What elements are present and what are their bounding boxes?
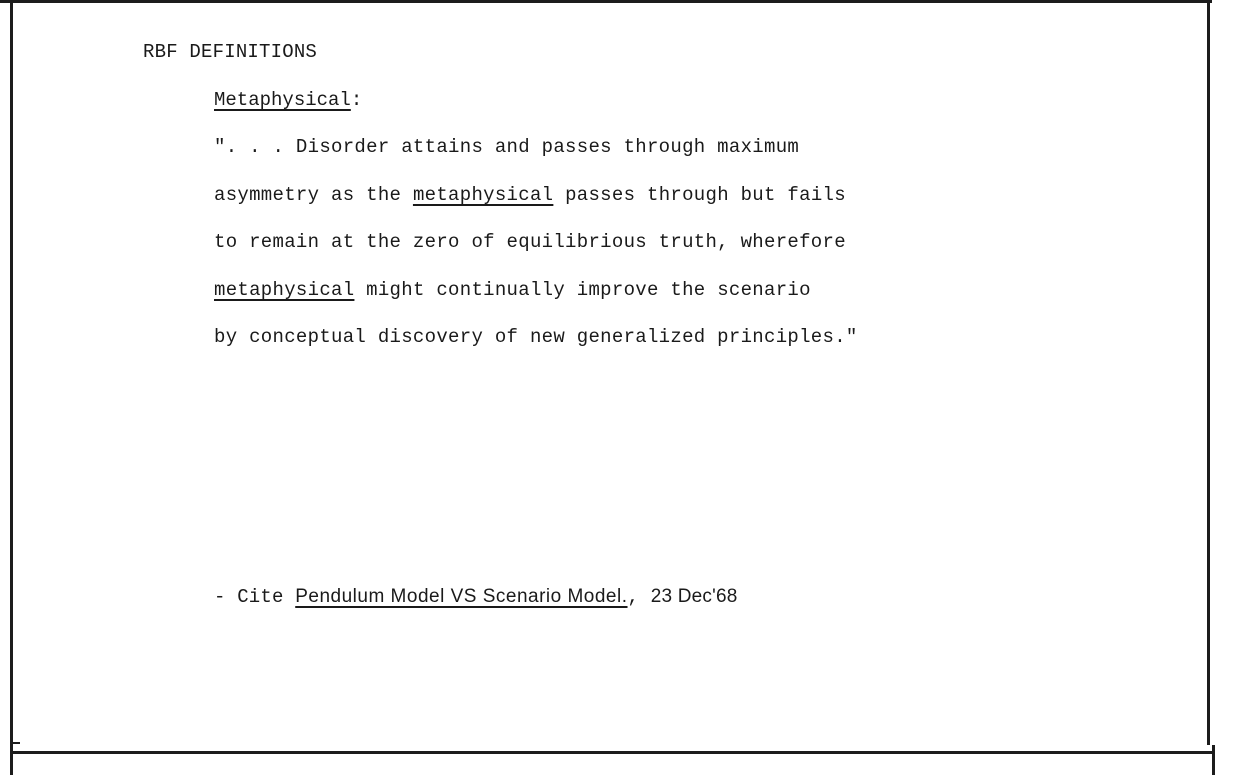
- quote-line-3: to remain at the zero of equilibrious truth, wherefore: [214, 231, 846, 253]
- quote-line-4-end: might continually improve the scenario: [354, 279, 811, 301]
- definition-term-colon: :: [350, 89, 363, 111]
- card-border-top: [0, 0, 1212, 3]
- citation-date: 23 Dec'68: [650, 586, 738, 607]
- quote-line-2: [214, 184, 846, 206]
- quote-line-2-end: passes through but fails: [553, 184, 846, 206]
- card-border-left: [10, 0, 13, 775]
- document-title: RBF DEFINITIONS: [143, 41, 318, 63]
- card-border-right: [1207, 0, 1210, 745]
- quote-line-5: by conceptual discovery of new generalized principles.": [214, 326, 858, 348]
- quote-line-4-underlined-word: metaphysical: [214, 279, 355, 301]
- quote-line-2-underlined-word: metaphysical: [412, 184, 554, 206]
- card-border-tick: [10, 742, 20, 744]
- citation-source-title: Pendulum Model VS Scenario Model.: [295, 586, 628, 607]
- definition-term: [214, 89, 362, 111]
- citation: [214, 586, 738, 608]
- card-border-bottom: [10, 751, 1214, 754]
- citation-prefix: - Cite: [214, 586, 296, 608]
- card-border-right-lower: [1212, 745, 1215, 775]
- quote-line-1: ". . . Disorder attains and passes through maximum: [214, 136, 800, 158]
- quote-line-2-start: asymmetry as the: [214, 184, 413, 206]
- quote-line-4: [214, 279, 811, 301]
- definition-term-text: Metaphysical: [214, 89, 351, 111]
- citation-separator: ,: [627, 586, 651, 608]
